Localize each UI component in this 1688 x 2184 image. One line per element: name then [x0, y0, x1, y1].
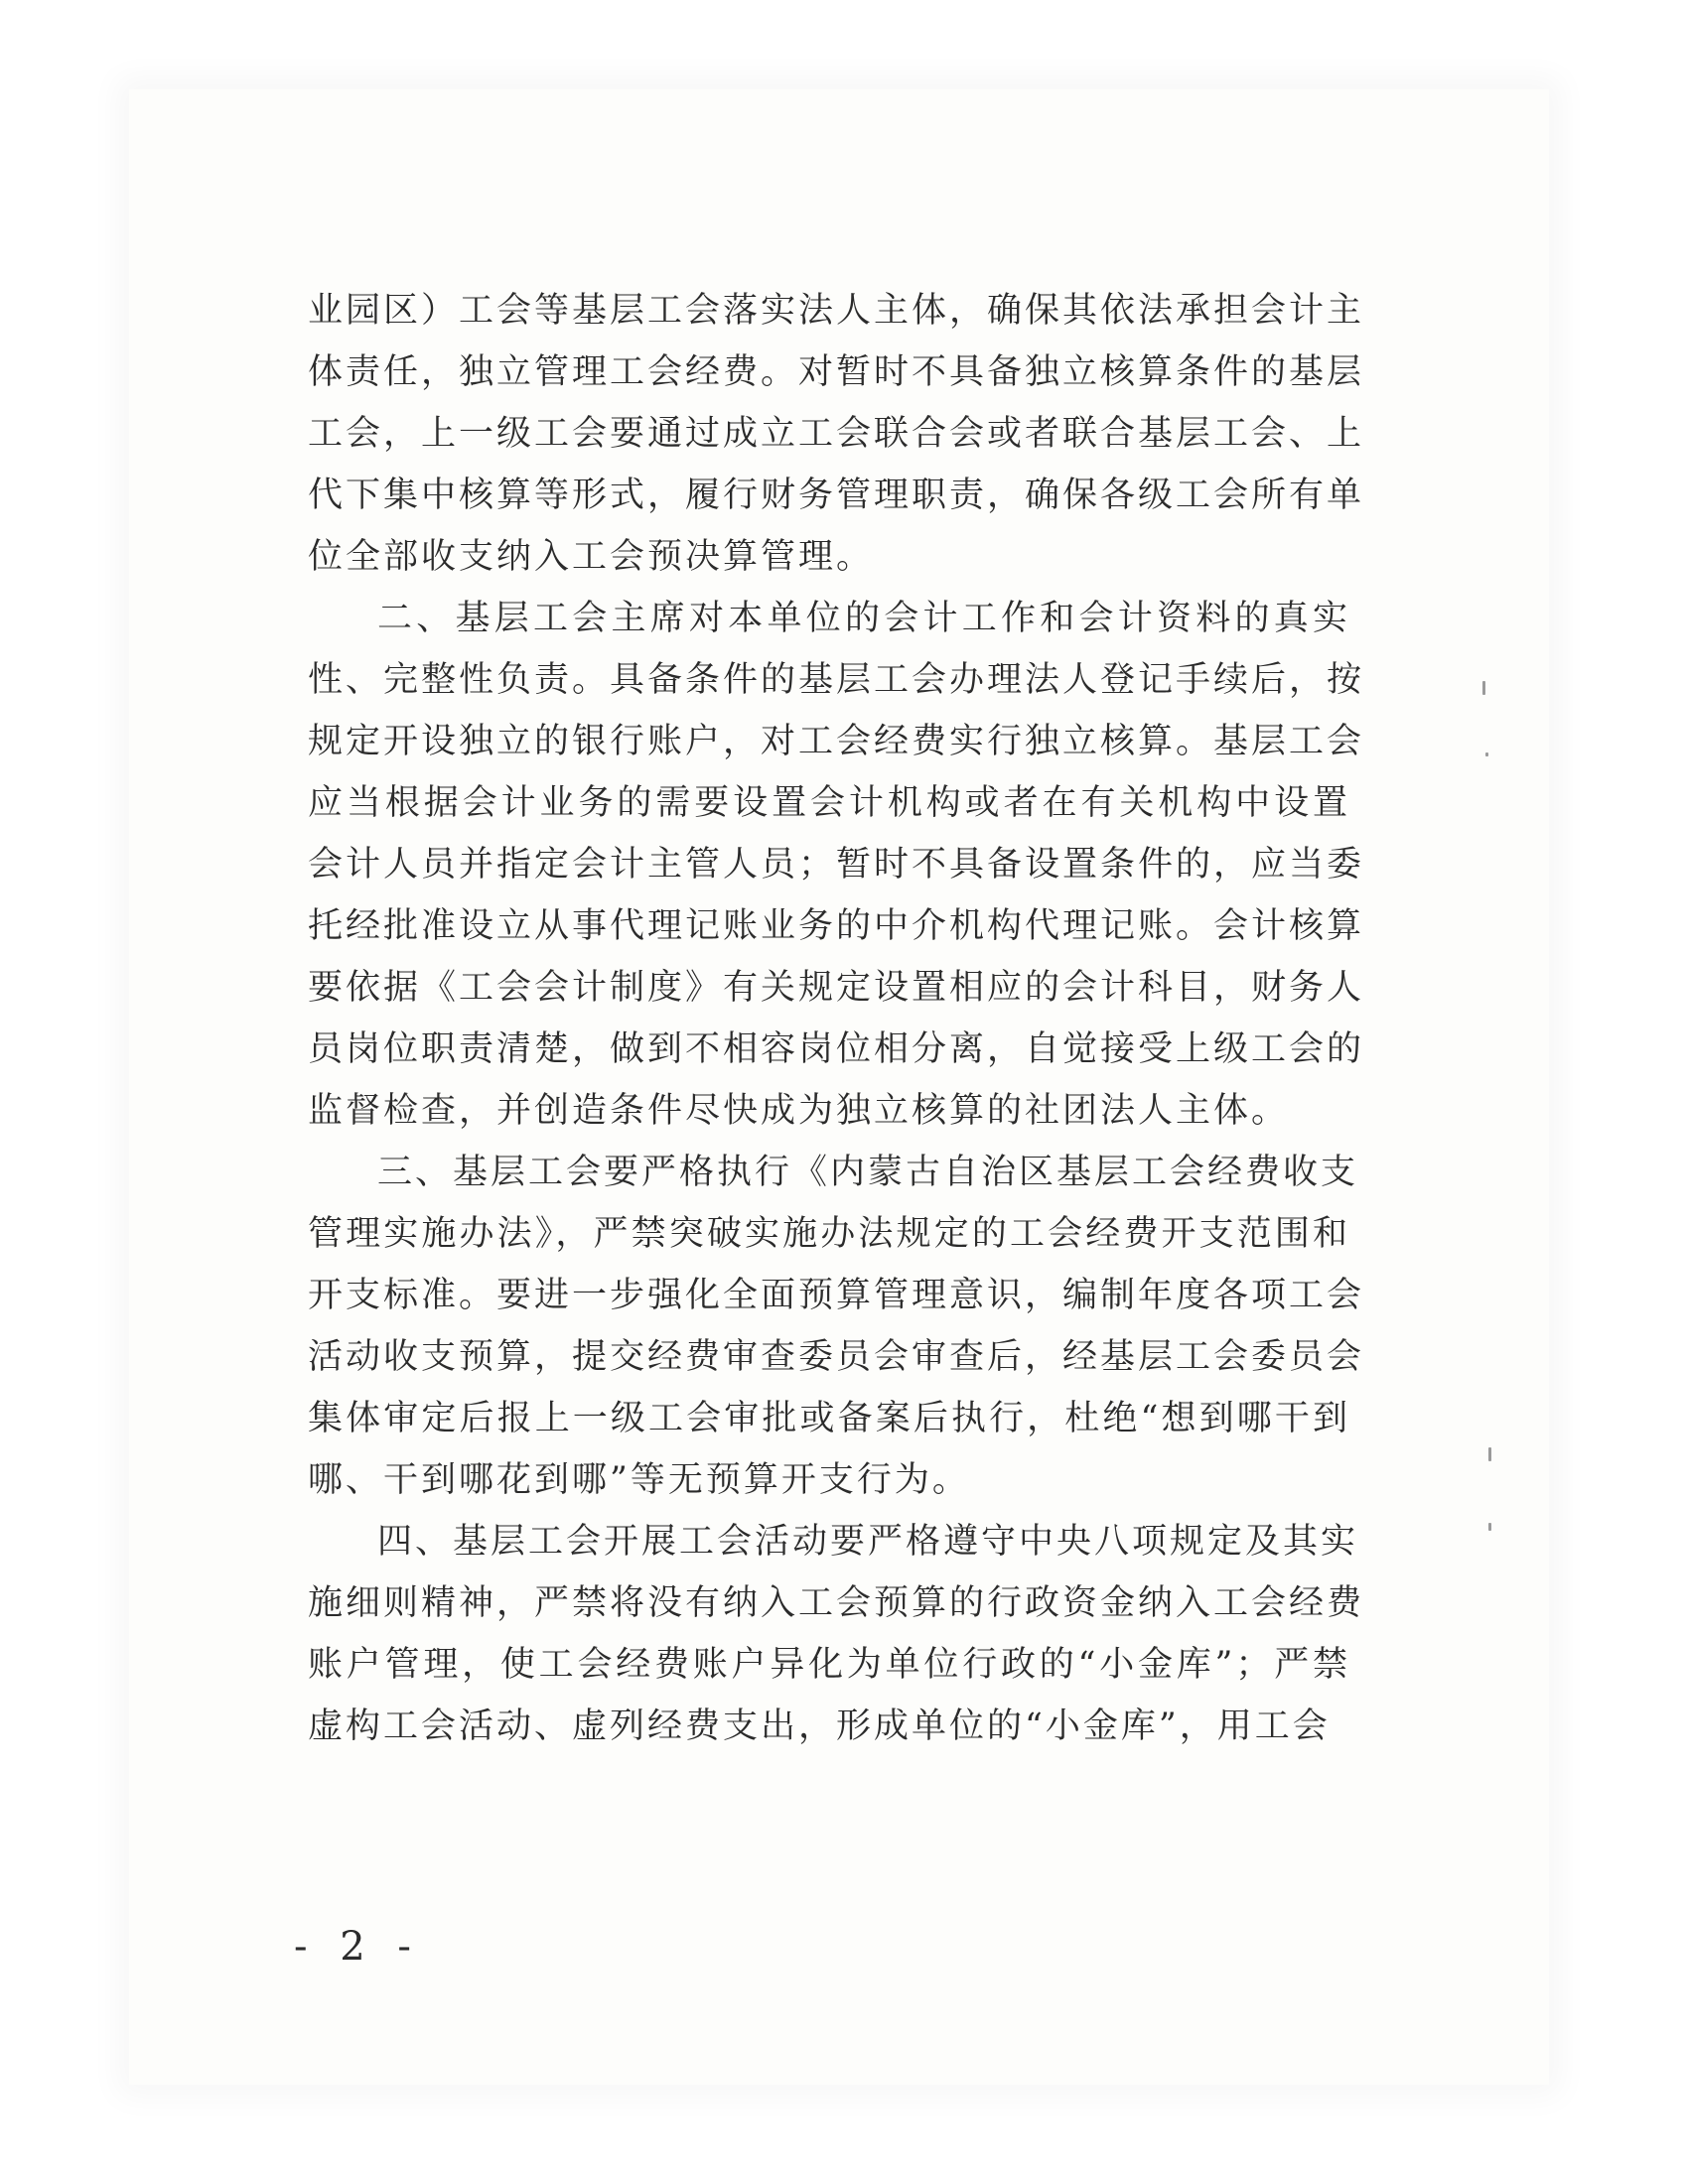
text-line: 体责任，独立管理工会经费。对暂时不具备独立核算条件的基层 [308, 352, 1365, 392]
text-line: 账户管理，使工会经费账户异化为单位行政的“小金库”；严禁 [308, 1645, 1350, 1685]
text-line: 员岗位职责清楚，做到不相容岗位相分离，自觉接受上级工会的 [308, 1029, 1365, 1069]
paragraph [308, 1142, 1365, 1511]
text-line: 业园区）工会等基层工会落实法人主体，确保其依法承担会计主 [308, 291, 1365, 331]
paragraph [308, 588, 1365, 1142]
text-line: 活动收支预算，提交经费审查委员会审查后，经基层工会委员会 [308, 1337, 1365, 1377]
text-line: 位全部收支纳入工会预决算管理。 [308, 537, 875, 577]
scan-speck [1485, 752, 1488, 756]
scan-speck [1488, 1447, 1491, 1461]
text-line: 开支标准。要进一步强化全面预算管理意识，编制年度各项工会 [308, 1276, 1365, 1315]
text-line: 托经批准设立从事代理记账业务的中介机构代理记账。会计核算 [308, 906, 1365, 946]
text-line: 集体审定后报上一级工会审批或备案后执行，杜绝“想到哪干到 [308, 1399, 1350, 1438]
text-line: 哪、干到哪花到哪”等无预算开支行为。 [308, 1460, 970, 1500]
text-line: 三、基层工会要严格执行《内蒙古自治区基层工会经费收支 [377, 1153, 1359, 1192]
text-line: 代下集中核算等形式，履行财务管理职责，确保各级工会所有单 [308, 476, 1365, 515]
text-line: 监督检查，并创造条件尽快成为独立核算的社团法人主体。 [308, 1091, 1290, 1131]
paragraph [308, 280, 1365, 588]
text-line: 二、基层工会主席对本单位的会计工作和会计资料的真实 [377, 599, 1350, 638]
text-line: 虚构工会活动、虚列经费支出，形成单位的“小金库”，用工会 [308, 1706, 1331, 1746]
text-line: 会计人员并指定会计主管人员；暂时不具备设置条件的，应当委 [308, 845, 1365, 885]
text-line: 性、完整性负责。具备条件的基层工会办理法人登记手续后，按 [308, 660, 1365, 700]
text-line: 要依据《工会会计制度》有关规定设置相应的会计科目，财务人 [308, 968, 1365, 1008]
text-line: 规定开设独立的银行账户，对工会经费实行独立核算。基层工会 [308, 722, 1365, 761]
text-line: 工会，上一级工会要通过成立工会联合会或者联合基层工会、上 [308, 414, 1365, 454]
paragraph [308, 1511, 1365, 1757]
text-line: 施细则精神，严禁将没有纳入工会预算的行政资金纳入工会经费 [308, 1583, 1365, 1623]
scan-speck [1488, 1523, 1491, 1531]
document-body [308, 280, 1365, 1757]
page-number: - 2 - [294, 1924, 421, 1970]
text-line: 管理实施办法》，严禁突破实施办法规定的工会经费开支范围和 [308, 1214, 1350, 1254]
scan-speck [1482, 681, 1485, 695]
text-line: 应当根据会计业务的需要设置会计机构或者在有关机构中设置 [308, 783, 1350, 823]
text-line: 四、基层工会开展工会活动要严格遵守中央八项规定及其实 [377, 1522, 1359, 1562]
